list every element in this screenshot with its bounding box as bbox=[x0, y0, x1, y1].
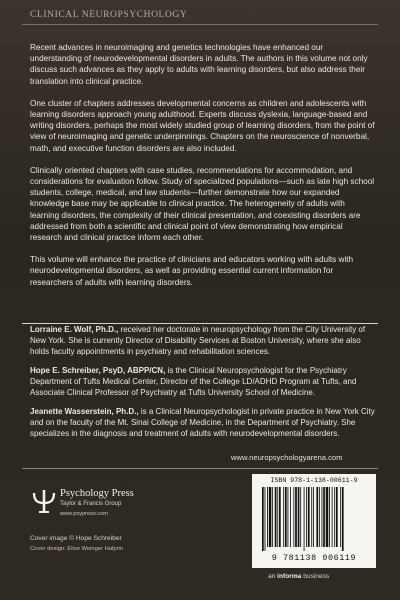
author-bio bbox=[30, 406, 375, 439]
informa-business-tag bbox=[268, 573, 329, 580]
author-name: Jeanette Wasserstein, Ph.D., bbox=[30, 407, 139, 416]
cover-design-credit: Cover design: Elise Weinger Halprin bbox=[30, 546, 124, 552]
informa-prefix: an bbox=[268, 573, 278, 580]
barcode-number: 9 781138 006119 bbox=[271, 553, 357, 563]
informa-brand: informa bbox=[277, 573, 302, 580]
series-title: CLINICAL NEUROPSYCHOLOGY bbox=[30, 10, 188, 20]
divider bbox=[22, 24, 378, 25]
description-paragraph: This volume will enhance the practice of clinicians and educators working with adults with neurodevelopmental disorders, as well as providing essential current information for researchers of adults with learning disorders. bbox=[30, 255, 354, 287]
author-bios bbox=[30, 324, 375, 447]
book-description bbox=[30, 42, 375, 299]
author-bio-text: is a Clinical Neuropsychologist in private practice in New York City and on the faculty of the Mt. Sinai College of Medicine, in the Department of Psychiatry. She specializes in the diagnosis and treatment of adults with neurodevelopmental disorders. bbox=[30, 407, 375, 438]
author-name: Hope E. Schreiber, PsyD, ABPP/CN, bbox=[30, 366, 166, 375]
publisher-name: Psychology Press bbox=[60, 488, 134, 499]
author-bio-text: received her doctorate in neuropsychology from the City University of New York. She is currently Director of Disability Services at Boston University, where she also holds faculty appointments in psychiatry and rehabilitation sciences. bbox=[30, 325, 366, 356]
divider bbox=[22, 468, 378, 469]
informa-suffix: business bbox=[301, 573, 330, 580]
website-url[interactable]: www.neuropsychologyarena.com bbox=[231, 453, 343, 462]
publisher-group: Taylor & Francis Group bbox=[60, 501, 122, 507]
description-paragraph: One cluster of chapters addresses developmental concerns as children and adolescents with learning disorders approach young adulthood. Experts discuss dyslexia, language-based and writing disorders, perhaps the most widely studied group of learning disorders, from the point of view of neuroimaging and genetic underpinnings. Chapters on the neuroscience of nonverbal, math, and executive function disorders are also included. bbox=[30, 98, 375, 153]
isbn-text: ISBN 978-1-138-00611-9 bbox=[270, 477, 358, 484]
author-bio-text: is the Clinical Neuropsychologist for the Psychiatry Department of Tufts Medical Center, Director of the College LD/ADHD Program at Tufts, and Associate Clinical Professor of Psychiatry at Tufts University School of Medicine. bbox=[30, 366, 357, 397]
psi-icon bbox=[30, 487, 58, 515]
author-bio bbox=[30, 365, 375, 398]
author-name: Lorraine E. Wolf, Ph.D., bbox=[30, 325, 119, 334]
description-paragraph: Recent advances in neuroimaging and genetics technologies have enhanced our understanding of neurodevelopmental disorders in adults. The authors in this volume not only discuss such advances as they apply to adults with learning disorders, but also address their translation into clinical practice. bbox=[30, 43, 368, 86]
publisher-url[interactable]: www.psypress.com bbox=[60, 511, 108, 517]
barcode-image bbox=[260, 487, 368, 551]
barcode-label bbox=[252, 474, 376, 568]
cover-image-credit: Cover image © Hope Schreiber bbox=[30, 535, 122, 542]
description-paragraph: Clinically oriented chapters with case studies, recommendations for accommodation, and considerations for evaluation follow. Study of specialized populations—such as late high school students, college, medical, and law students—further demonstrate how our expanded knowledge base may be applicable to clinical practice. The heterogeneity of adults with learning disorders, the complexity of their clinical presentation, and coexisting disorders are addressed from both a scientific and clinical point of view demonstrating how empirical research and clinical practice inform each other. bbox=[30, 165, 375, 243]
author-bio bbox=[30, 324, 375, 357]
